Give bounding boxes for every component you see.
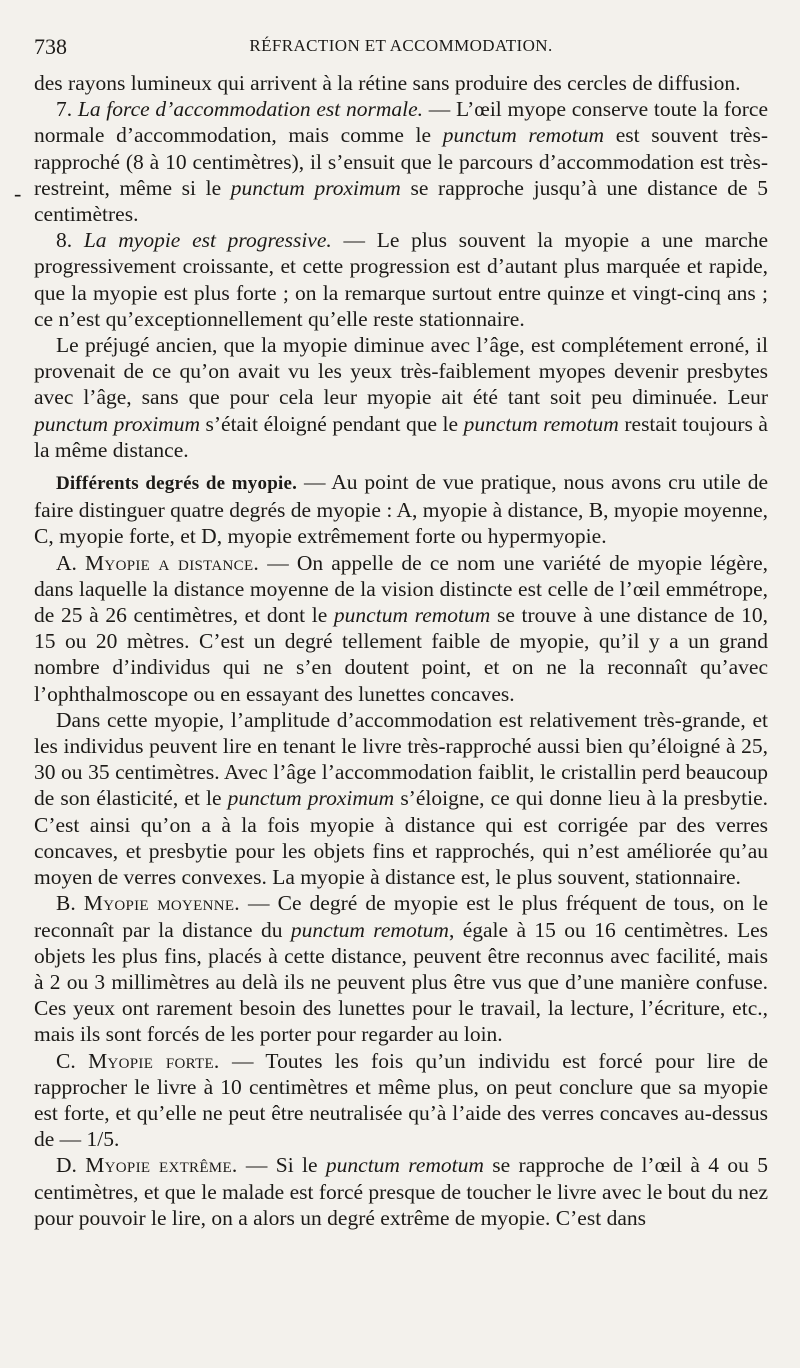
page-number: 738 [34, 34, 67, 59]
subsection-heading: Myopie a distance. [85, 550, 260, 575]
text-run: des rayons lumineux qui arrivent à la rétine sans produire des cercles de diffusion. [34, 71, 741, 95]
subsection-heading: Myopie extrême. [85, 1153, 238, 1178]
item-title: La myopie est progressive. [83, 228, 332, 253]
paragraph-amplitude [34, 707, 768, 890]
text-run: se trouve à une distance de 10, 15 ou 20 mètres. C’est un degré tellement faible de myopie, qu’il y a un grand nombre d’individus qui ne s’en doutent point, et on ne la reconnaît qu’avec l’ophthalmoscope ou en essayant des lunettes concaves. [34, 603, 769, 706]
paragraph-accommodation-force [34, 96, 768, 227]
paragraph-myopia-forte [34, 1048, 768, 1153]
italic-term: punctum remotum [463, 411, 619, 436]
paragraph-myopia-moyenne [34, 890, 768, 1047]
text-run: — On appelle de ce nom une variété de myopie légère, dans laquelle la distance moyenne de la vision distincte est celle de l’œil emmétrope, de 25 à 26 centimètres, et dont le [34, 550, 768, 628]
subsection-heading: Myopie moyenne. [83, 891, 240, 916]
text-run: — Le plus souvent la myopie a une marche progressivement croissante, et cette progression est d’autant plus marquée et rapide, que la myopie est plus forte ; on la remarque surtout entre quinze et vingt-cinq ans ; ce n’est qu’exceptionnellement qu’elle reste stationnaire. [34, 228, 768, 331]
text-run: — Ce degré de myopie est le plus fréquent de tous, on le reconnaît par la distance du [34, 891, 769, 942]
running-title: RÉFRACTION ET ACCOMMODATION. [249, 36, 553, 55]
paragraph-myopia-extreme [34, 1152, 768, 1231]
paragraph-progressive-myopia [34, 227, 768, 332]
italic-term: punctum proximum [34, 411, 200, 436]
italic-term: punctum remotum [442, 123, 605, 148]
subsection-heading: Myopie forte. [88, 1048, 220, 1073]
margin-mark: - [14, 181, 22, 206]
text-run: restait toujours à la même distance. [34, 411, 768, 462]
italic-term: punctum remotum [333, 603, 491, 628]
text-run: se rapproche de l’œil à 4 ou 5 centimètres, et que le malade est forcé presque de toucher le livre avec le bout du nez pour pouvoir le lire, on a alors un degré extrême de myopie. C’est dans [34, 1153, 768, 1230]
text-run: — Si le [237, 1153, 326, 1178]
section-heading: Différents degrés de myopie. [56, 473, 298, 495]
italic-term: punctum proximum [230, 175, 401, 200]
text-run: Dans cette myopie, l’amplitude d’accommodation est relativement très-grande, et les individus peuvent lire en tenant le livre très-rapproché aussi bien qu’éloigné à 25, 30 ou 35 centimètres. Avec l’âge l’accommodation faiblit, le cristallin perd beaucoup de son élasticité, et le [34, 707, 768, 811]
text-run: se rapproche jusqu’à une distance de 5 centimètres. [34, 175, 768, 227]
text-run: Le préjugé ancien, que la myopie diminue avec l’âge, est complétement erroné, il provenait de ce qu’on avait vu les yeux très-faiblement myopes devenir presbytes avec l’âge, sans que pour cela leur myopie ait été tant soit peu diminuée. Leur [34, 333, 768, 410]
item-label: C. [56, 1048, 89, 1073]
body-text [34, 70, 768, 1231]
text-run: — Au point de vue pratique, nous avons cru utile de faire distinguer quatre degrés de myopie : A, myopie à distance, B, myopie moyenne, C, myopie forte, et D, myopie extrêmement forte ou hypermyopie. [34, 470, 768, 549]
italic-term: punctum remotum [325, 1153, 484, 1178]
paragraph-degrees [34, 469, 768, 550]
item-number: 7. [56, 97, 78, 122]
text-run: — L’œil myope conserve toute la force normale d’accommodation, mais comme le [34, 97, 769, 148]
item-label: B. [56, 891, 84, 916]
item-title: La force d’accommodation est normale. [77, 97, 424, 122]
text-run: s’éloigne, ce qui donne lieu à la presbytie. C’est ainsi qu’on a à la fois myopie à distance qui est corrigée par des verres concaves, et presbytie pour les objets fins et rapprochés, qui n’est améliorée qu’au moyen de verres convexes. La myopie à distance est, le plus souvent, stationnaire. [34, 786, 768, 890]
text-run: , égale à 15 ou 16 centimètres. Les objets les plus fins, placés à cette distance, peuvent être reconnus avec facilité, mais à 2 ou 3 millimètres au delà ils ne peuvent plus être vus que d’une manière confuse. Ces yeux ont rarement besoin des lunettes pour le travail, la lecture, l’écriture, etc., mais ils sont forcés de les porter pour regarder au loin. [34, 917, 768, 1047]
paragraph-prejudice [34, 332, 768, 463]
text-run: est souvent très-rapproché (8 à 10 centimètres), il s’ensuit que le parcours d’accommodation est très-restreint, même si le [34, 123, 768, 200]
item-number: 8. [56, 228, 84, 253]
text-run: — Toutes les fois qu’un individu est forcé pour lire de rapprocher le livre à 10 centimètres et même plus, on peut conclure que sa myopie est forte, et qu’elle ne peut être neutralisée qu’à l’aide des verres concaves au-dessus de — 1/5. [34, 1048, 769, 1152]
paragraph-continuation [34, 70, 768, 96]
paragraph-myopia-distance [34, 550, 768, 707]
item-label: A. [56, 550, 86, 575]
italic-term: punctum remotum [290, 917, 449, 942]
italic-term: punctum proximum [227, 786, 395, 811]
item-label: D. [56, 1153, 86, 1178]
page-header [34, 34, 768, 70]
text-run: s’était éloigné pendant que le [199, 411, 464, 436]
